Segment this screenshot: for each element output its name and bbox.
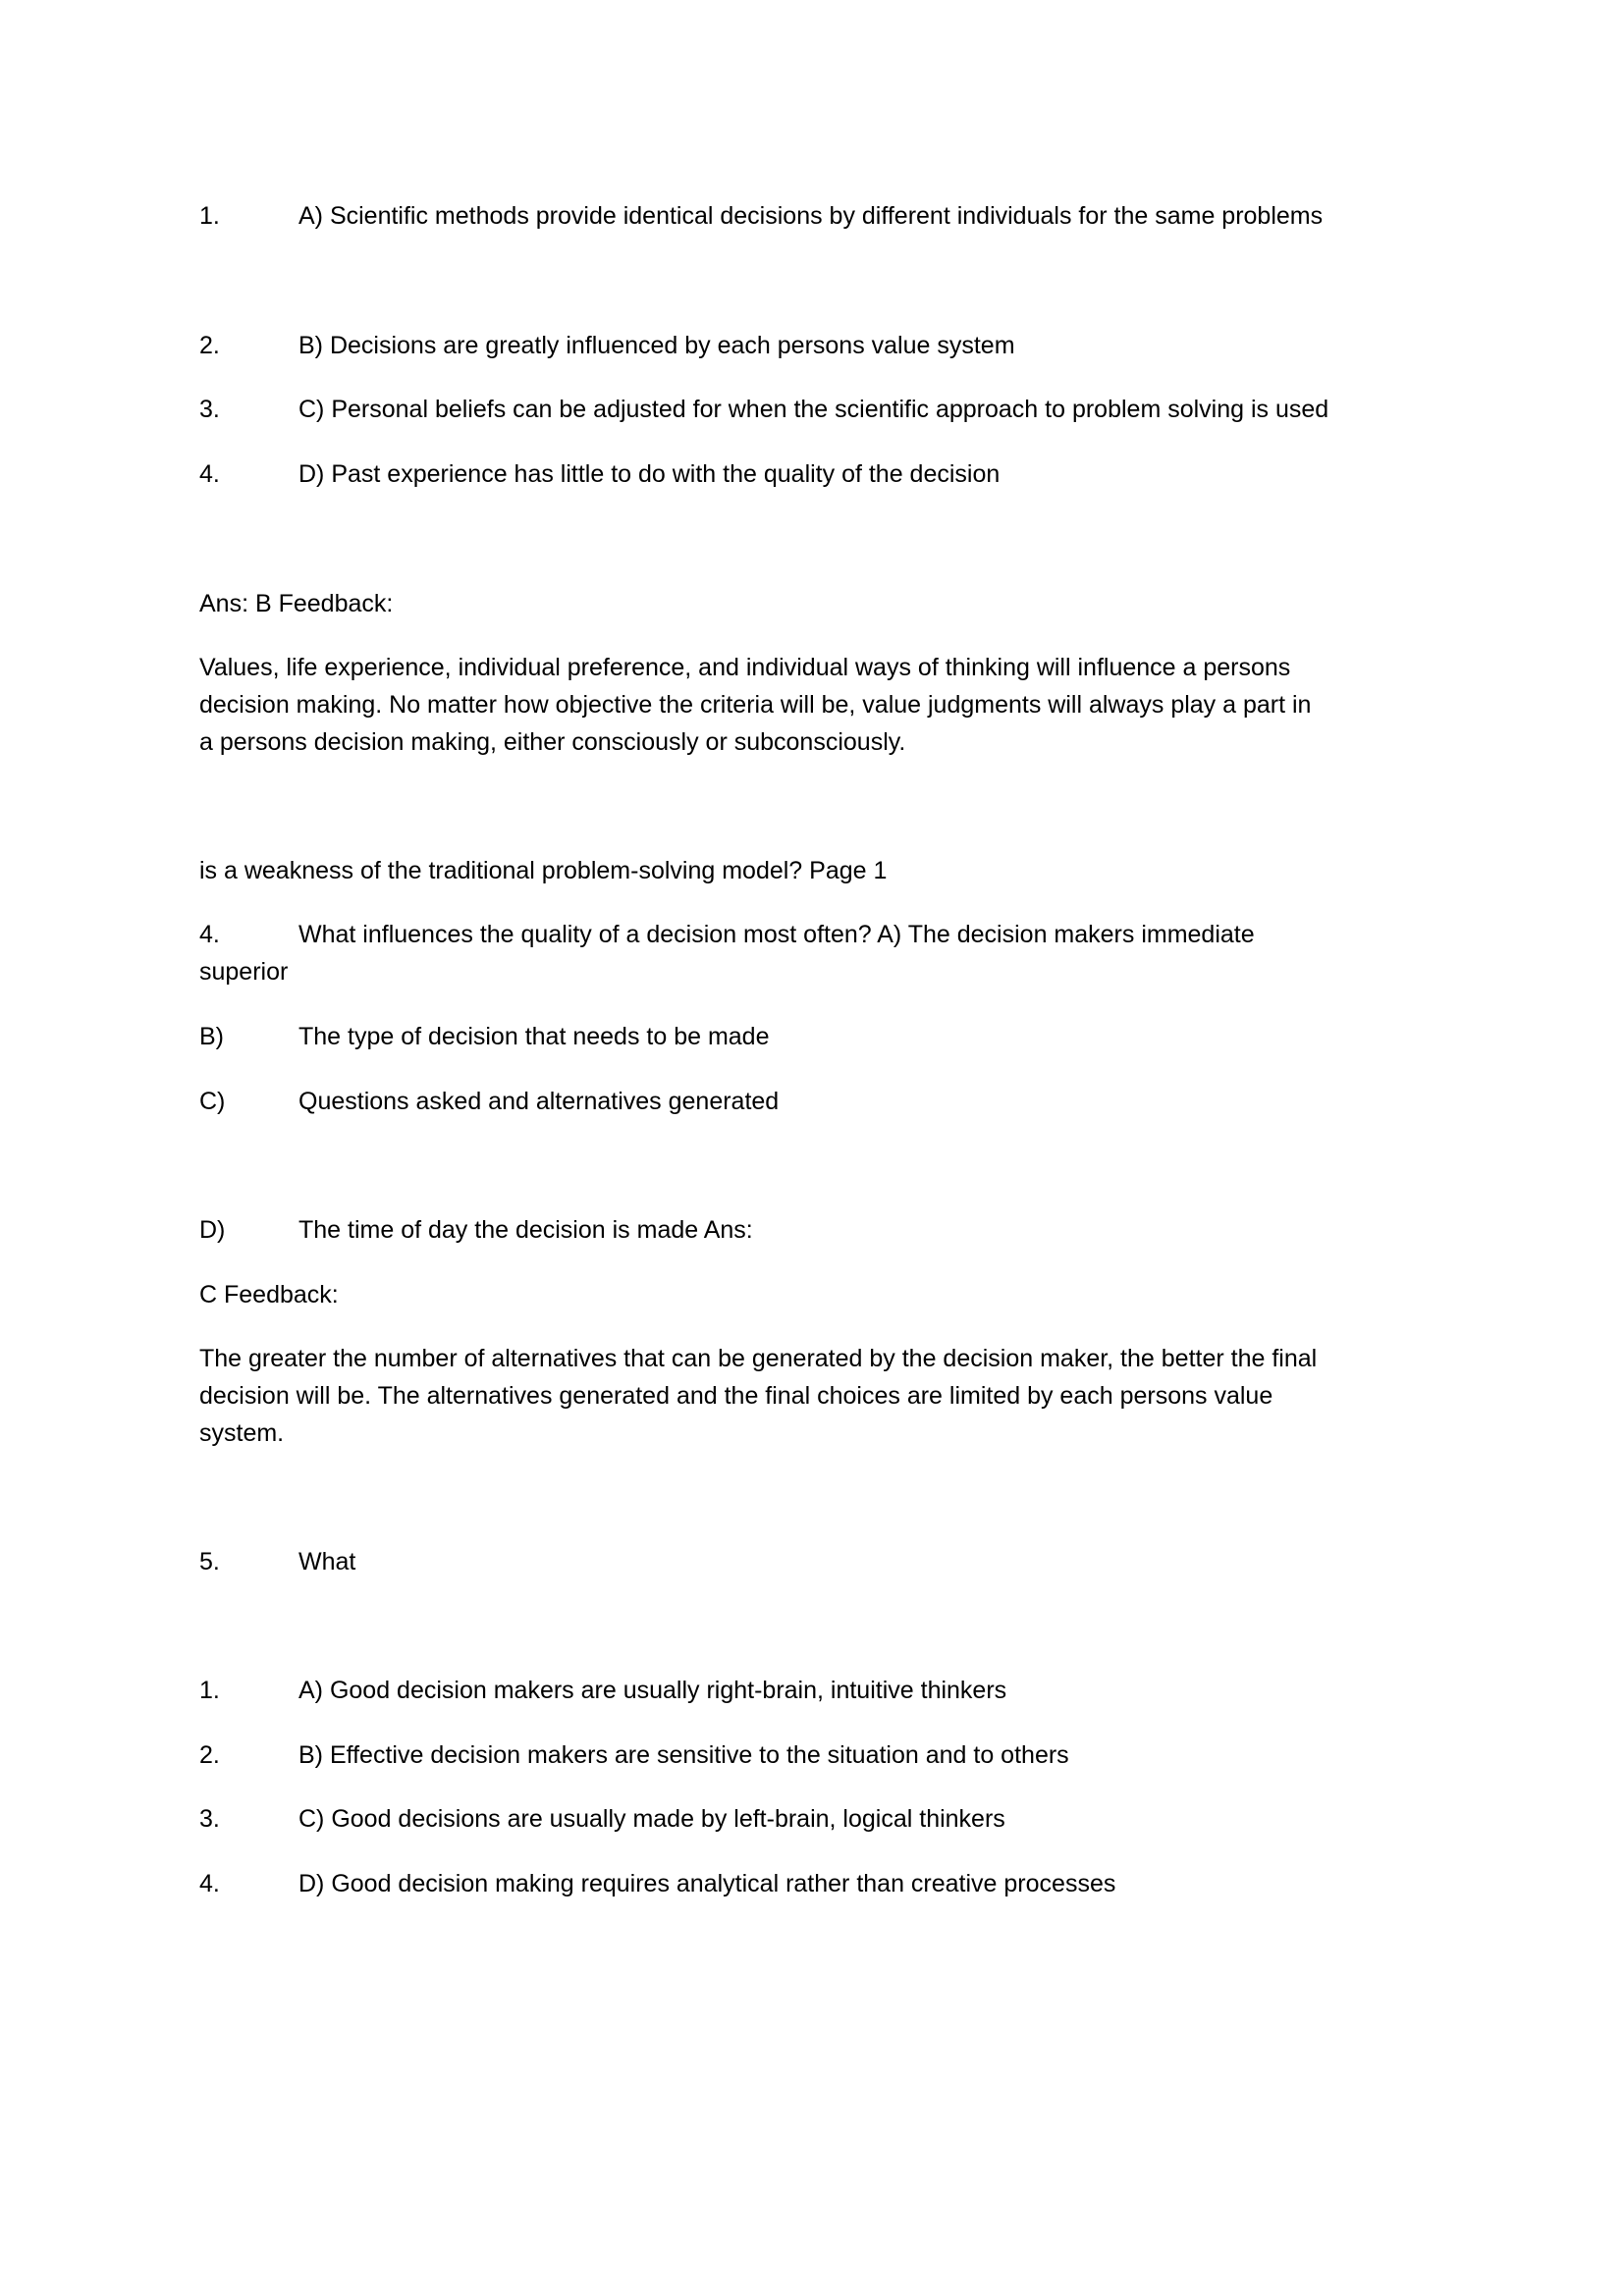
q1-answer: Ans: B Feedback:: [199, 590, 394, 617]
q4-question-cont: superior: [199, 958, 289, 986]
question-text: What: [298, 1548, 356, 1575]
feedback-line: decision making. No matter how objective the criteria will be, value judgments will always play a part in: [199, 691, 1312, 719]
list-number: 2.: [199, 1741, 220, 1769]
list-number: 4.: [199, 921, 220, 948]
list-number: 4.: [199, 460, 220, 488]
list-number: 1.: [199, 202, 220, 230]
option-text: B) Decisions are greatly influenced by each persons value system: [298, 332, 1015, 359]
list-number: D): [199, 1216, 226, 1244]
option-text: A) Good decision makers are usually right-brain, intuitive thinkers: [298, 1677, 1007, 1704]
option-text: A) Scientific methods provide identical decisions by different individuals for the same problems: [298, 202, 1324, 230]
list-number: C): [199, 1088, 226, 1115]
feedback-line: Values, life experience, individual preference, and individual ways of thinking will influence a persons: [199, 654, 1291, 681]
feedback-line: The greater the number of alternatives that can be generated by the decision maker, the better the final: [199, 1345, 1318, 1372]
q4-answer: C Feedback:: [199, 1281, 339, 1308]
q1-feedback: [199, 649, 1495, 761]
list-number: 3.: [199, 1805, 220, 1833]
option-text: C) Good decisions are usually made by left-brain, logical thinkers: [298, 1805, 1005, 1833]
option-text: D) Good decision making requires analytical rather than creative processes: [298, 1870, 1116, 1897]
feedback-line: system.: [199, 1419, 285, 1447]
feedback-line: a persons decision making, either consciously or subconsciously.: [199, 728, 906, 756]
option-text: The type of decision that needs to be made: [298, 1023, 770, 1050]
list-number: 5.: [199, 1548, 220, 1575]
option-text: B) Effective decision makers are sensitive to the situation and to others: [298, 1741, 1069, 1769]
list-number: 2.: [199, 332, 220, 359]
q3-tail: is a weakness of the traditional problem-solving model? Page 1: [199, 857, 888, 884]
option-text: The time of day the decision is made Ans:: [298, 1216, 753, 1244]
list-number: 1.: [199, 1677, 220, 1704]
question-text: What influences the quality of a decision most often? A) The decision makers immediate: [298, 921, 1255, 948]
option-text: D) Past experience has little to do with the quality of the decision: [298, 460, 1001, 488]
q4-feedback: [199, 1340, 1495, 1452]
feedback-line: decision will be. The alternatives generated and the final choices are limited by each persons value: [199, 1382, 1273, 1410]
list-number: B): [199, 1023, 224, 1050]
option-text: Questions asked and alternatives generated: [298, 1088, 780, 1115]
option-text: C) Personal beliefs can be adjusted for when the scientific approach to problem solving is used: [298, 396, 1329, 423]
list-number: 4.: [199, 1870, 220, 1897]
list-number: 3.: [199, 396, 220, 423]
